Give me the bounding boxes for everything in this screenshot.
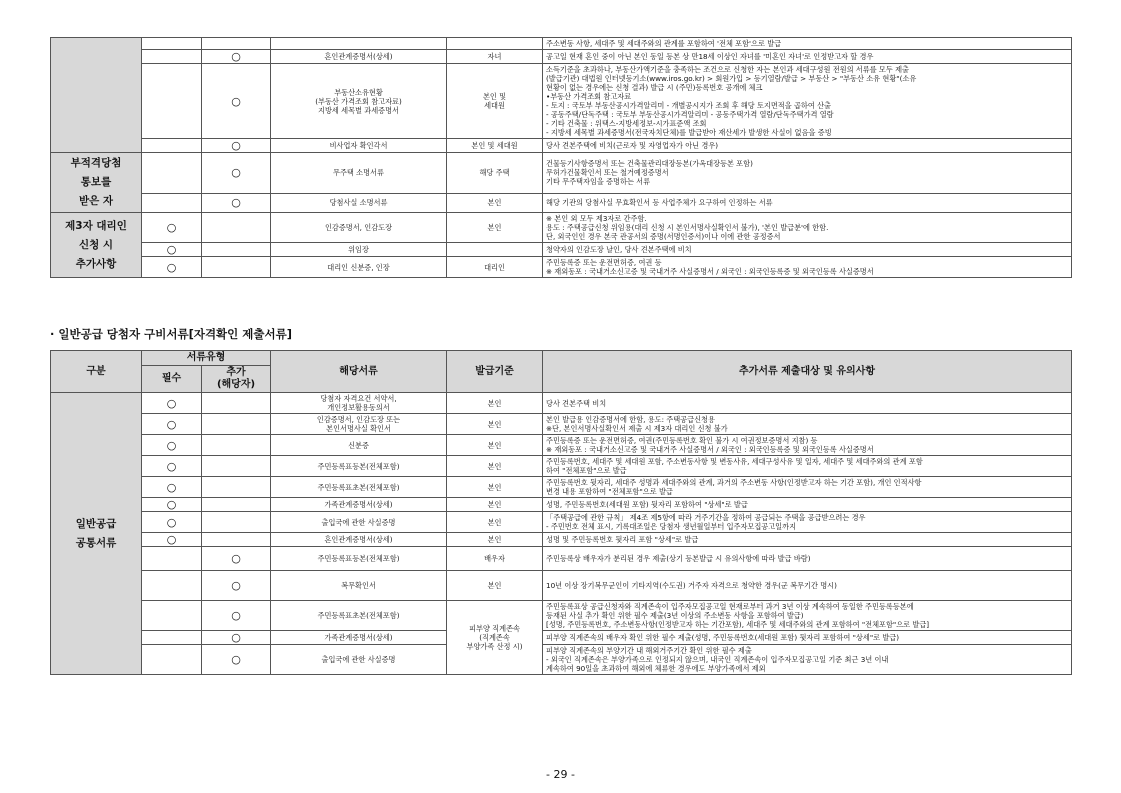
circle-mark: ○: [142, 477, 202, 498]
note-cell: 주민등록증 또는 운전면허증, 여권 등 ※ 재외동포 : 국내거소신고증 및 국내거주 사실증명서 / 외국인 : 외국인등록증 및 외국인등록 사실증명서: [543, 257, 1072, 278]
table-row: [51, 139, 1072, 153]
circle-mark: ○: [202, 50, 271, 64]
table-row: [51, 50, 1072, 64]
note-cell: 주민등록상 배우자가 분리된 경우 제출(상기 등본발급 시 유의사항에 따라 발급 바람): [543, 547, 1072, 571]
doc-cell: 비사업자 확인각서: [271, 139, 447, 153]
circle-mark: ○: [202, 645, 271, 675]
issuer-cell: 본인: [447, 571, 543, 601]
note-cell: 성명 및 주민등록번호 뒷자리 포함 "상세"로 발급: [543, 533, 1072, 547]
table-row: [51, 213, 1072, 243]
doc-cell: 가족관계증명서(상세): [271, 498, 447, 512]
note-cell: 해당 기관의 당첨사실 무효확인서 등 사업주체가 요구하여 인정하는 서류: [543, 193, 1072, 212]
table-row: [51, 243, 1072, 257]
table-row: [51, 477, 1072, 498]
issuer-cell: 본인: [447, 498, 543, 512]
issuer-cell: 본인: [447, 193, 543, 212]
table-row: [51, 64, 1072, 139]
doc-cell: 주민등록표초본(전체포함): [271, 477, 447, 498]
circle-mark: ○: [142, 243, 202, 257]
issuer-cell: 배우자: [447, 547, 543, 571]
table-row: [51, 153, 1072, 194]
table-row: [51, 435, 1072, 456]
circle-mark: ○: [202, 64, 271, 139]
table-row: [51, 631, 1072, 645]
header-issuer: 발급기준: [447, 351, 543, 393]
circle-mark: ○: [202, 571, 271, 601]
circle-mark: ○: [142, 257, 202, 278]
note-cell: 본인 발급용 인감증명서에 한함, 용도: 주택공급신청용 ※단, 본인서명사실확인서 제출 시 제3자 대리인 신청 불가: [543, 414, 1072, 435]
table-row: [51, 498, 1072, 512]
note-cell: 소득기준을 초과하나, 부동산가액기준을 충족하는 조건으로 신청한 자는 본인과 세대구성원 전원의 서류를 모두 제출 (발급기관) 대법원 인터넷등기소(www.iros.go.kr) > 회원가입 > 등기열람/발급 > 부동산 > "부동산 소유 현황"(소유 현황이 없는 경우에는 신청 결과) 발급 시 (주민)등록번호 공개에 체크 •부동산 가격조회 참고자료 - 토지 : 국토부 부동산공시가격알리미 - 개별공시지가 조회 후 해당 토지면적을 곱하여 산출 - 공동주택/단독주택 : 국토부 부동산공시가격알리미 - 공동주택가격 열람/단독주택가격 열람 - 기타 건축물 : 위택스-지방세정보-시가표준액 조회 - 지방세 세목별 과세증명서(전국자치단체)를 발급받아 재산세가 발생한 사실이 없음을 증빙: [543, 64, 1072, 139]
circle-mark: ○: [142, 435, 202, 456]
circle-mark: ○: [142, 393, 202, 414]
circle-mark: ○: [202, 601, 271, 631]
circle-mark: ○: [142, 512, 202, 533]
header-required: 필수: [142, 366, 202, 393]
table-row: [51, 601, 1072, 631]
circle-mark: ○: [142, 456, 202, 477]
issuer-cell: 대리인: [447, 257, 543, 278]
circle-mark: ○: [142, 213, 202, 243]
special-docs-table: [50, 37, 1072, 278]
header-doc-type: 서류유형: [142, 351, 271, 366]
circle-mark: ○: [142, 533, 202, 547]
issuer-cell: 피부양 직계존속 (직계존속 부양가족 산정 시): [447, 601, 543, 675]
table-row: [51, 547, 1072, 571]
issuer-cell: 본인: [447, 414, 543, 435]
doc-cell: 인감증명서, 인감도장 또는 본인서명사실 확인서: [271, 414, 447, 435]
table-row: [51, 193, 1072, 212]
table-row: [51, 414, 1072, 435]
note-cell: ※ 본인 외 모두 제3자로 간주함. 용도 : 주택공급신청 위임용(대리 신청 시 본인서명사실확인서 불가), '본인 발급분'에 한함. 단, 외국인인 경우 본국 관공서의 증명(서명인증서)이나 이에 관한 공정증서: [543, 213, 1072, 243]
note-cell: 피부양 직계존속의 배우자 확인 위한 필수 제출(성명, 주민등록번호(세대원 포함) 뒷자리 포함하여 "상세"로 발급): [543, 631, 1072, 645]
header-additional: 추가 (해당자): [202, 366, 271, 393]
table-row: [51, 38, 1072, 50]
group-cell: 부적격당첨 통보를 받은 자: [51, 153, 142, 213]
issuer-cell: 본인: [447, 213, 543, 243]
section-title: · 일반공급 당첨자 구비서류[자격확인 제출서류]: [50, 327, 292, 341]
doc-cell: 당첨사실 소명서류: [271, 193, 447, 212]
header-note: 추가서류 제출대상 및 유의사항: [543, 351, 1072, 393]
note-cell: 청약자의 인감도장 날인, 당사 견본주택에 비치: [543, 243, 1072, 257]
doc-cell: 복무확인서: [271, 571, 447, 601]
doc-cell: 주민등록표등본(전체포함): [271, 547, 447, 571]
table-row: [51, 512, 1072, 533]
circle-mark: ○: [142, 414, 202, 435]
note-cell: 성명, 주민등록번호(세대원 포함) 뒷자리 포함하여 "상세"로 발급: [543, 498, 1072, 512]
note-cell: 주민등록번호, 세대주 및 세대원 포함, 주소변동사항 및 변동사유, 세대구성사유 및 일자, 세대주 및 세대주와의 관계 포함 하여 "전체포함"으로 발급: [543, 456, 1072, 477]
page-number: - 29 -: [546, 768, 575, 781]
issuer-cell: 해당 주택: [447, 153, 543, 194]
circle-mark: ○: [202, 631, 271, 645]
header-category: 구분: [51, 351, 142, 393]
group-cell: [51, 38, 142, 153]
issuer-cell: [447, 38, 543, 50]
doc-cell: 대리인 신분증, 인장: [271, 257, 447, 278]
table-row: [51, 393, 1072, 414]
doc-cell: 주민등록표등본(전체포함): [271, 456, 447, 477]
doc-cell: 신분증: [271, 435, 447, 456]
issuer-cell: 본인: [447, 435, 543, 456]
doc-cell: 출입국에 관한 사실증명: [271, 512, 447, 533]
issuer-cell: 본인: [447, 512, 543, 533]
doc-cell: 혼인관계증명서(상세): [271, 533, 447, 547]
group-cell: 제3자 대리인 신청 시 추가사항: [51, 213, 142, 278]
doc-cell: [271, 38, 447, 50]
circle-mark: ○: [202, 193, 271, 212]
note-cell: 주민등록표상 공급신청자와 직계존속이 입주자모집공고일 현재로부터 과거 3년 이상 계속하여 동일한 주민등록등본에 등재된 사실 추가 확인 위한 필수 제출(3년 이상의 주소변동 사항을 포함하여 발급) [성명, 주민등록번호, 주소변동사항(인정받고자 하는 기간포함), 세대주 및 세대주와의 관계 포함하여 "전체포함"으로 발급]: [543, 601, 1072, 631]
doc-cell: 가족관계증명서(상세): [271, 631, 447, 645]
table-row: [51, 257, 1072, 278]
header-doc: 해당서류: [271, 351, 447, 393]
doc-cell: 위임장: [271, 243, 447, 257]
note-cell: 건물등기사항증명서 또는 건축물관리대장등본(가옥대장등본 포함) 무허가건물확인서 또는 철거예정증명서 기타 무주택자임을 증명하는 서류: [543, 153, 1072, 194]
note-cell: 피부양 직계존속의 부양기간 내 해외거주기간 확인 위한 필수 제출 - 외국인 직계존속은 부양가족으로 인정되지 않으며, 내국인 직계존속이 입주자모집공고일 기준 최근 3년 이내 계속하여 90일을 초과하여 해외에 체류한 경우에도 부양가족에서 제외: [543, 645, 1072, 675]
issuer-cell: [447, 243, 543, 257]
doc-cell: 인감증명서, 인감도장: [271, 213, 447, 243]
issuer-cell: 본인 및 세대원: [447, 64, 543, 139]
doc-cell: 무주택 소명서류: [271, 153, 447, 194]
circle-mark: ○: [142, 498, 202, 512]
circle-mark: ○: [202, 139, 271, 153]
issuer-cell: 자녀: [447, 50, 543, 64]
doc-cell: 주민등록표초본(전체포함): [271, 601, 447, 631]
issuer-cell: 본인: [447, 477, 543, 498]
general-docs-table: [50, 350, 1072, 675]
doc-cell: 출입국에 관한 사실증명: [271, 645, 447, 675]
circle-mark: ○: [202, 547, 271, 571]
doc-cell: 부동산소유현황 (부동산 가격조회 참고자료) 지방세 세목별 과세증명서: [271, 64, 447, 139]
note-cell: 공고일 현재 혼인 중이 아닌 본인 동일 등본 상 만18세 이상인 자녀를 '미혼인 자녀'로 인정받고자 할 경우: [543, 50, 1072, 64]
note-cell: 주민등록번호 뒷자리, 세대주 성명과 세대주와의 관계, 과거의 주소변동 사항(인정받고자 하는 기간 포함), 개인 인적사항 변경 내용 포함하여 "전체포함"으로 발급: [543, 477, 1072, 498]
issuer-cell: 본인: [447, 456, 543, 477]
note-cell: 10년 이상 장기복무군인이 기타지역(수도권) 거주자 자격으로 청약한 경우(군 복무기간 명시): [543, 571, 1072, 601]
circle-mark: ○: [202, 153, 271, 194]
table-row: [51, 456, 1072, 477]
issuer-cell: 본인: [447, 393, 543, 414]
issuer-cell: 본인: [447, 533, 543, 547]
note-cell: 당사 견본주택 비치: [543, 393, 1072, 414]
note-cell: 주민등록증 또는 운전면허증, 여권(주민등록번호 확인 불가 시 여권정보증명서 지참) 등 ※ 재외동포 : 국내거소신고증 및 국내거주 사실증명서 / 외국인 : 외국인등록증 및 외국인등록 사실증명서: [543, 435, 1072, 456]
group-cell: 일반공급 공통서류: [51, 393, 142, 675]
table-row: [51, 571, 1072, 601]
note-cell: 주소변동 사항, 세대주 및 세대주와의 관계를 포함하여 '전체 포함'으로 발급: [543, 38, 1072, 50]
header-row: [51, 351, 1072, 366]
table-row: [51, 533, 1072, 547]
note-cell: 「주택공급에 관한 규칙」 제4조 제5항에 따라 거주기간을 정하여 공급되는 주택을 공급받으려는 경우 - 주민번호 전체 표시, 기록대조일은 당첨자 생년월일부터 입주자모집공고일까지: [543, 512, 1072, 533]
issuer-cell: 본인 및 세대원: [447, 139, 543, 153]
doc-cell: 혼인관계증명서(상세): [271, 50, 447, 64]
table-row: [51, 645, 1072, 675]
note-cell: 당사 견본주택에 비치(근로자 및 자영업자가 아닌 경우): [543, 139, 1072, 153]
doc-cell: 당첨자 자격요건 서약서, 개인정보활용동의서: [271, 393, 447, 414]
